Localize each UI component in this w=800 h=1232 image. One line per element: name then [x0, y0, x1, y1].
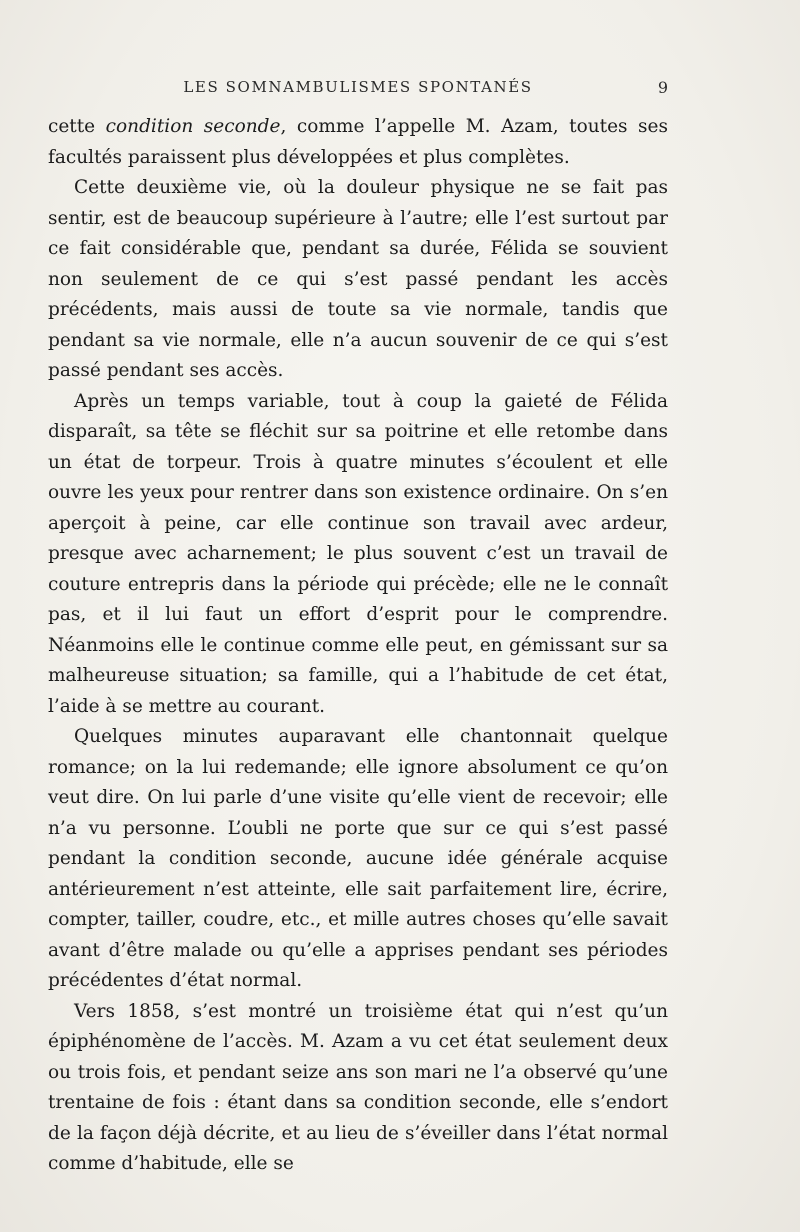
running-title: LES SOMNAMBULISMES SPONTANÉS — [183, 78, 533, 96]
italic-term: condition seconde — [105, 116, 281, 137]
page-header — [48, 78, 668, 104]
paragraph-1 — [48, 112, 668, 173]
body-text — [48, 112, 668, 1180]
paragraph-3: Après un temps variable, tout à coup la gaieté de Félida disparaît, sa tête se fléchit sur sa poitrine et elle retombe dans un état de torpeur. Trois à quatre minutes s’écoulent et elle ouvre les yeux pour rentrer dans son existence ordinaire. On s’en aperçoit à peine, car elle continue son travail avec ardeur, presque avec acharnement; le plus souvent c’est un travail de couture entrepris dans la période qui précède; elle ne le connaît pas, et il lui faut un effort d’esprit pour le comprendre. Néanmoins elle le continue comme elle peut, en gémissant sur sa malheureuse situation; sa famille, qui a l’habitude de cet état, l’aide à se mettre au courant. — [48, 390, 668, 717]
paragraph-1-after: , comme l’appelle M. Azam, toutes ses facultés paraissent plus développées et plus complètes. — [48, 116, 668, 168]
paragraph-5: Vers 1858, s’est montré un troisième état qui n’est qu’un épiphénomène de l’accès. M. Azam a vu cet état seulement deux ou trois fois, et pendant seize ans son mari ne l’a observé qu’une trentaine de fois : étant dans sa condition seconde, elle s’endort de la façon déjà décrite, et au lieu de s’éveiller dans l’état normal comme d’habitude, elle se — [48, 1000, 668, 1174]
paragraph-1-before: cette — [48, 116, 106, 137]
paragraph-2: Cette deuxième vie, où la douleur physique ne se fait pas sentir, est de beaucoup supérieure à l’autre; elle l’est surtout par ce fait considérable que, pendant sa durée, Félida se souvient non seulement de ce qui s’est passé pendant les accès précédents, mais aussi de toute sa vie normale, tandis que pendant sa vie normale, elle n’a aucun souvenir de ce qui s’est passé pendant ses accès. — [48, 177, 668, 381]
page-number: 9 — [657, 78, 668, 97]
paragraph-4: Quelques minutes auparavant elle chantonnait quelque romance; on la lui redemande; elle ignore absolument ce qu’on veut dire. On lui parle d’une visite qu’elle vient de recevoir; elle n’a vu personne. L’oubli ne porte que sur ce qui s’est passé pendant la condition seconde, aucune idée générale acquise antérieurement n’est atteinte, elle sait parfaitement lire, écrire, compter, tailler, coudre, etc., et mille autres choses qu’elle savait avant d’être malade ou qu’elle a apprises pendant ses périodes précédentes d’état normal. — [48, 726, 668, 991]
